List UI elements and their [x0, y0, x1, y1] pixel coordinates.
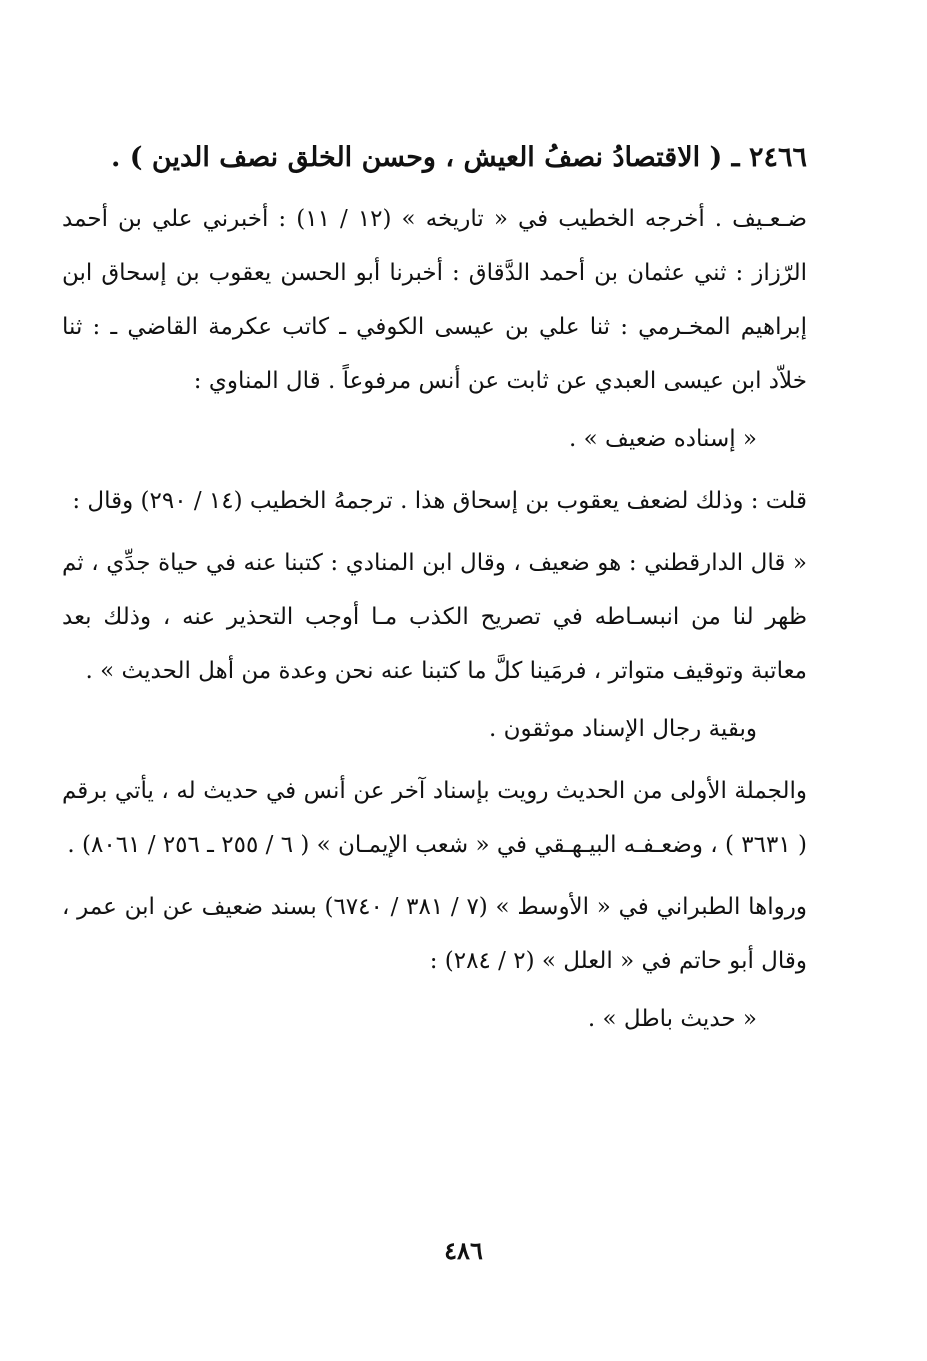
- takhrij-paragraph: ضـعـيف . أخرجه الخطيب في « تاريخه » (١٢ / ١١) : أخبرني علي بن أحمد الرّزاز : ثني عثمان بن أحمد الدَّقاق : أخبرنا أبو الحسن يعقوب بن إسحاق ابن إبراهيم المخـرمي : ثنا علي بن عيسى الكوفي ـ كاتب عكرمة القاضي ـ : ثنا خلاّد ابن عيسى العبدي عن ثابت عن أنس مرفوعاً . قال المناوي :: [62, 206, 808, 394]
- munawi-quote: « إسناده ضعيف » .: [569, 426, 757, 452]
- page-number: ٤٨٦: [444, 1236, 483, 1265]
- other-chain-paragraph: والجملة الأولى من الحديث رويت بإسناد آخر عن أنس في حديث له ، يأتي برقم ( ٣٦٣١ ) ، وضعـفـه البيـهـقي في « شعب الإيمـان » ( ٦ / ٢٥٥ ـ ٢٥٦ / ٨٠٦١) .: [62, 778, 807, 858]
- comment-paragraph: قلت : وذلك لضعف يعقوب بن إسحاق هذا . ترجمهُ الخطيب (١٤ / ٢٩٠) وقال :: [72, 488, 807, 514]
- abu-hatim-quote: « حديث باطل » .: [587, 1006, 757, 1032]
- daraqutni-quote-paragraph: « قال الدارقطني : هو ضعيف ، وقال ابن المنادي : كتبنا عنه في حياة جدِّي ، ثم ظهر لنا من انبسـاطه في تصريح الكذب مـا أوجب التحذير عنه ، وذلك بعد معاتبة وتوقيف متواتر ، فرمَينا كلَّ ما كتبنا عنه نحن وعدة من أهل الحديث » .: [62, 550, 807, 684]
- hadith-heading: ٢٤٦٦ ـ ( الاقتصادُ نصفُ العيش ، وحسن الخلق نصف الدين ) .: [110, 142, 807, 173]
- page-body: [62, 138, 807, 1046]
- tabarani-paragraph: ورواها الطبراني في « الأوسط » (٧ / ٣٨١ / ٦٧٤٠) بسند ضعيف عن ابن عمر ، وقال أبو حاتم في « العلل » (٢ / ٢٨٤) :: [62, 894, 807, 974]
- narrators-note: وبقية رجال الإسناد موثقون .: [489, 716, 757, 742]
